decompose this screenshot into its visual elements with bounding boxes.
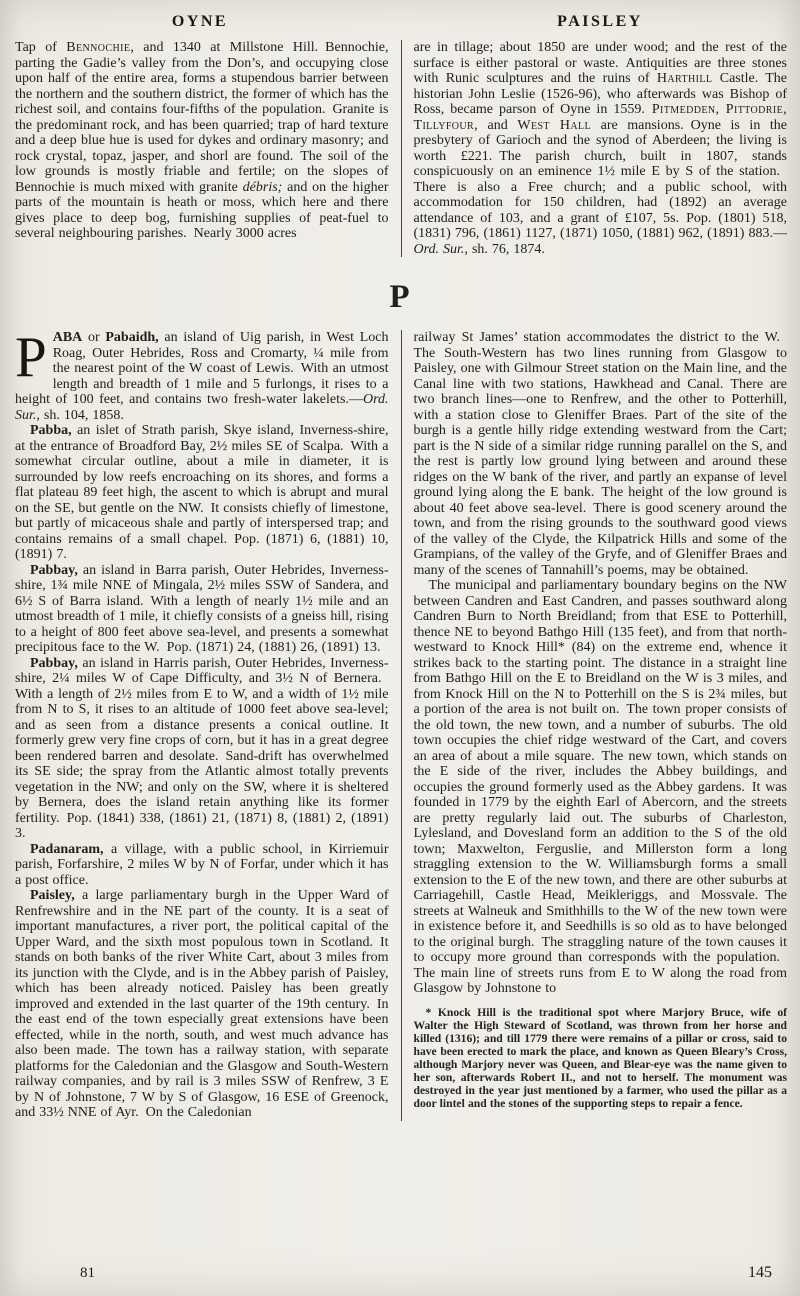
text-segment: West Hall bbox=[517, 117, 592, 133]
text-segment: Ord. Sur., bbox=[413, 241, 468, 257]
text-segment: Pitmedden, Pittodrie, Tillyfour, bbox=[413, 102, 787, 133]
running-head-right: PAISLEY bbox=[557, 13, 643, 30]
text-segment: Harthill bbox=[656, 71, 713, 86]
paisley-article-text bbox=[414, 330, 788, 997]
text-segment: are mansions. Oyne is in the presbytery of Garioch and the synod of Aberdeen; the living is worth £221. The parish church, built in 1807, stands conspicuously on an eminence 1½ mile E by S of the station. There is also a Free church; and a public school, with accommodation for 150 children, had (1892) an average attendance of 103, and a grant of £107, 5s. Pop. (1801) 518, (1831) 796, (1861) 1127, (1871) 1050, (1881) 962, (1891) 883.— bbox=[413, 117, 787, 241]
running-head-left: OYNE bbox=[171, 13, 229, 30]
text-segment: an island in Barra parish, Outer Hebrides, Inverness-shire, 1¾ mile NNE of Mingala, 2½ miles SSW of Sandera, and 6½ S of Barra island. With a length of nearly 1½ mile and an utmost breadth of 1 mile, it chiefly consists of a gneiss hill, rising to a height of 800 feet above sea-level, and presents a somewhat precipitous face to the W. Pop. (1871) 24, (1881) 26, (1891) 13. bbox=[15, 562, 389, 655]
text-segment: railway St James’ station accommodates the district to the W. The South-Western has two lines running from Glasgow to Paisley, one with Gilmour Street station on the Main line, and the Canal line with two stations, Hawkhead and Canal. There are two branch lines—one to Renfrew, and the other to Potterhill, with a station close to Gleniffer Braes. Part of the site of the burgh is a gentle hilly ridge extending westward from the Cart; part is the N side of a similar ridge running parallel on the S, and the rest is partly low ground lying between and around these ridges on the W bank of the river, and partly an expanse of level ground lying along the E bank. The height of the low ground is about 40 feet above sea-level. There is good scenery around the town, and from the rising grounds to the southward good views of the valley of the Clyde, the Kilpatrick Hills and some of the Grampians, of the valley of the Gryfe, and of Gleniffer Braes and many of the scenes of Tannahill’s poems, may be obtained. bbox=[413, 330, 787, 578]
text-segment: an island of Uig parish, in West Loch Roag, Outer Hebrides, Ross and Cromarty, ¼ mile from the nearest point of the W coast of Lewis. With an utmost length and breadth of 1 mile and 5 furlongs, it rises to a height of 100 feet, and contains two fresh-water lakelets.— bbox=[15, 330, 389, 407]
bottom-right-column bbox=[402, 330, 788, 1121]
text-segment: a large parliamentary burgh in the Upper Ward of Renfrewshire and in the NE part of the county. It is a seat of important manufactures, a river port, the political capital of the Upper Ward, and the sixth most populous town in Scotland. It stands on both banks of the river White Cart, about 3 miles from its junction with the Clyde, and is in the Abbey parish of Paisley, which has been already noticed. Paisley has been greatly improved and extended in the last quarter of the 19th century. In the east end of the town especially great extensions have been effected, while in the north, south, and west much advance has also been made. The town has a railway station, with separate platforms for the Caledonian and the Glasgow and South-Western railway companies, and by rail is 3 miles SSW of Renfrew, 3 E by N of Johnstone, 7 W by S of Glasgow, 16 ESE of Greenock, and 33½ NNE of Ayr. On the Caledonian bbox=[15, 888, 389, 1120]
text-segment: ABA bbox=[52, 330, 83, 345]
text-segment: Pabaidh, bbox=[105, 330, 159, 345]
text-segment: , and 1340 at Millstone Hill. Bennochie, parting the Gadie’s valley from the Don’s, and occupying close upon half of the entire area, forms a stupendous barrier between the northern and the southern district, the former of which has the richest soil, and contains four-fifths of the population. Granite is the predominant rock, and has been quarried; trap of hard texture and a deep blue hue is used for dykes and ordinary masonry; and rock crystal, topaz, jasper, and shorl are found. The soil of the low grounds is mostly friable and fertile; on the slopes of Bennochie is much mixed with granite bbox=[15, 40, 389, 195]
text-segment: Pabba, bbox=[30, 423, 72, 438]
text-segment: débris; bbox=[242, 179, 283, 195]
knock-hill-footnote bbox=[414, 1006, 788, 1111]
oyne-continuation-right bbox=[414, 40, 788, 257]
entry-pabbay-barra bbox=[15, 563, 389, 656]
text-segment: and on the higher parts of the mountain is heath or moss, which here and there gives place to deep bog, furnishing supplies of peat-fuel to several neighbouring parishes. Nearly 3000 acres bbox=[15, 179, 389, 241]
oyne-continuation-left bbox=[15, 40, 389, 242]
text-segment: and bbox=[478, 117, 518, 133]
text-segment: Tap of bbox=[15, 40, 67, 55]
entry-pabba bbox=[15, 423, 389, 563]
top-section bbox=[0, 40, 800, 257]
text-segment: sh. 104, 1858. bbox=[39, 407, 124, 423]
entry-paisley bbox=[15, 888, 389, 1121]
text-segment: Castle. The historian John Leslie (1526-96), who afterwards was Bishop of Ross, became parson of Oyne in 1559. bbox=[413, 71, 787, 117]
paisley-boundary-paragraph bbox=[414, 578, 788, 997]
text-segment: or bbox=[82, 330, 106, 345]
text-segment: an islet of Strath parish, Skye island, Inverness-shire, at the entrance of Broadford Bay, 2½ miles SE of Scalpa. With a somewhat circular outline, about a mile in diameter, it is surrounded by low reefs encroaching on its shores, and forms a flat plateau 89 feet high, the ascent to which is abrupt and mural on the SE, but gentle on the NW. It consists chiefly of limestone, but partly of micaceous shale and partly of interspersed trap; and contains remains of a small chapel. Pop. (1871) 6, (1881) 10, (1891) 7. bbox=[15, 423, 389, 562]
page-number-right: 145 bbox=[748, 1264, 772, 1281]
entry-paba bbox=[15, 326, 389, 423]
text-segment: Ord. Sur., bbox=[15, 392, 389, 423]
text-segment: a village, with a public school, in Kirriemuir parish, Forfarshire, 2 miles W by N of Forfar, under which it has a post office. bbox=[15, 841, 389, 888]
bottom-section bbox=[0, 326, 800, 1121]
paisley-continuation bbox=[414, 330, 788, 578]
top-right-column bbox=[402, 40, 788, 257]
top-left-column bbox=[15, 40, 401, 257]
bottom-left-column bbox=[15, 326, 401, 1121]
text-segment: Pabbay, bbox=[30, 562, 78, 578]
text-segment: sh. 76, 1874. bbox=[467, 241, 545, 257]
text-segment: Bennochie bbox=[66, 40, 131, 55]
section-letter-heading: P bbox=[389, 279, 411, 315]
text-segment: The municipal and parliamentary boundary begins on the NW between Candren and East Candren, and passes southward along Candren Burn to North Breidland; from that ESE to Potterhill, thence NE to beyond Bathgo Hill (135 feet), and from that north-westward to Knock Hill* (84) on the extreme end, whence it strikes back to the starting point. The distance in a straight line from Bathgo Hill on the E to Breidland on the W is 3 miles, and from Knock Hill on the N to Potterhill on the S is 2¾ miles, but a portion of the area is not built on. The town proper consists of the old town, the new town, and a number of suburbs. The old town occupies the chief ridge westward of the Cart, and covers an area of about a mile square. The new town, which stands on the E side of the river, includes the Abbey buildings, and occupies the ground formerly used as the Abbey gardens. It was founded in 1779 by the eighth Earl of Abercorn, and the streets are pretty regularly laid out. The suburbs of Charleston, Lylesland, and Dovesland form an addition to the S of the old town; Maxwelton, Ferguslie, and Millerston form a long straggling extension to the W. Williamsburgh forms a small extension to the E of the new town, and there are other suburbs at Carriagehill, Castle Head, Meikleriggs, and Mossvale. The streets at Walneuk and Smithhills to the W of the new town were in existence before it, and Seedhills is so old as to have belonged to the original burgh. The straggling nature of the town causes it to occupy more ground than corresponds with the population. The main line of streets runs from E to W along the road from Glasgow by Johnstone to bbox=[413, 578, 788, 996]
text-segment: are in tillage; about 1850 are under wood; and the rest of the surface is either pastoral or waste. Antiquities are three stones with Runic sculptures and the ruins of bbox=[413, 40, 787, 86]
footnote bbox=[414, 1006, 788, 1111]
text-segment: Padanaram, bbox=[30, 841, 104, 857]
running-heads bbox=[0, 0, 800, 31]
text-segment: * Knock Hill is the traditional spot where Marjory Bruce, wife of Walter the High Steward of Scotland, was thrown from her horse and killed (1316); and till 1779 there were remains of a pillar or cross, said to have been erected to mark the place, and known as Queen Bleary’s Cross, although Marjory never was Queen, and Blear-eye was the name given to her son, afterwards Robert II., and not to herself. The monument was destroyed in the year just mentioned by a farmer, who used the pillar as a door lintel and the stones of the supporting steps to repair a fence. bbox=[413, 1005, 787, 1111]
page-number-left: 81 bbox=[80, 1265, 95, 1281]
text-segment: Pabbay, bbox=[30, 655, 78, 671]
entry-pabbay-harris bbox=[15, 656, 389, 842]
entry-padanaram bbox=[15, 842, 389, 889]
text-segment: an island in Harris parish, Outer Hebrides, Inverness-shire, 2¼ miles W of Cape Difficulty, and 3½ N of Bernera. With a length of 2½ miles from E to W, and a width of 1½ mile from N to S, it rises to an altitude of 1000 feet above sea-level; and as seen from a distance presents a conical outline. It formerly grew very fine crops of corn, but it has in a great degree been rendered barren and desolate. Sand-drift has overwhelmed its SE side; the spray from the Atlantic almost totally prevents vegetation in the NW; and only on the SW, where it is sheltered by Bernera, does the island retain anything like its former fertility. Pop. (1841) 338, (1861) 21, (1871) 8, (1881) 2, (1891) 3. bbox=[15, 655, 389, 841]
drop-cap-letter: P bbox=[15, 326, 47, 389]
text-segment: Paisley, bbox=[30, 888, 75, 903]
